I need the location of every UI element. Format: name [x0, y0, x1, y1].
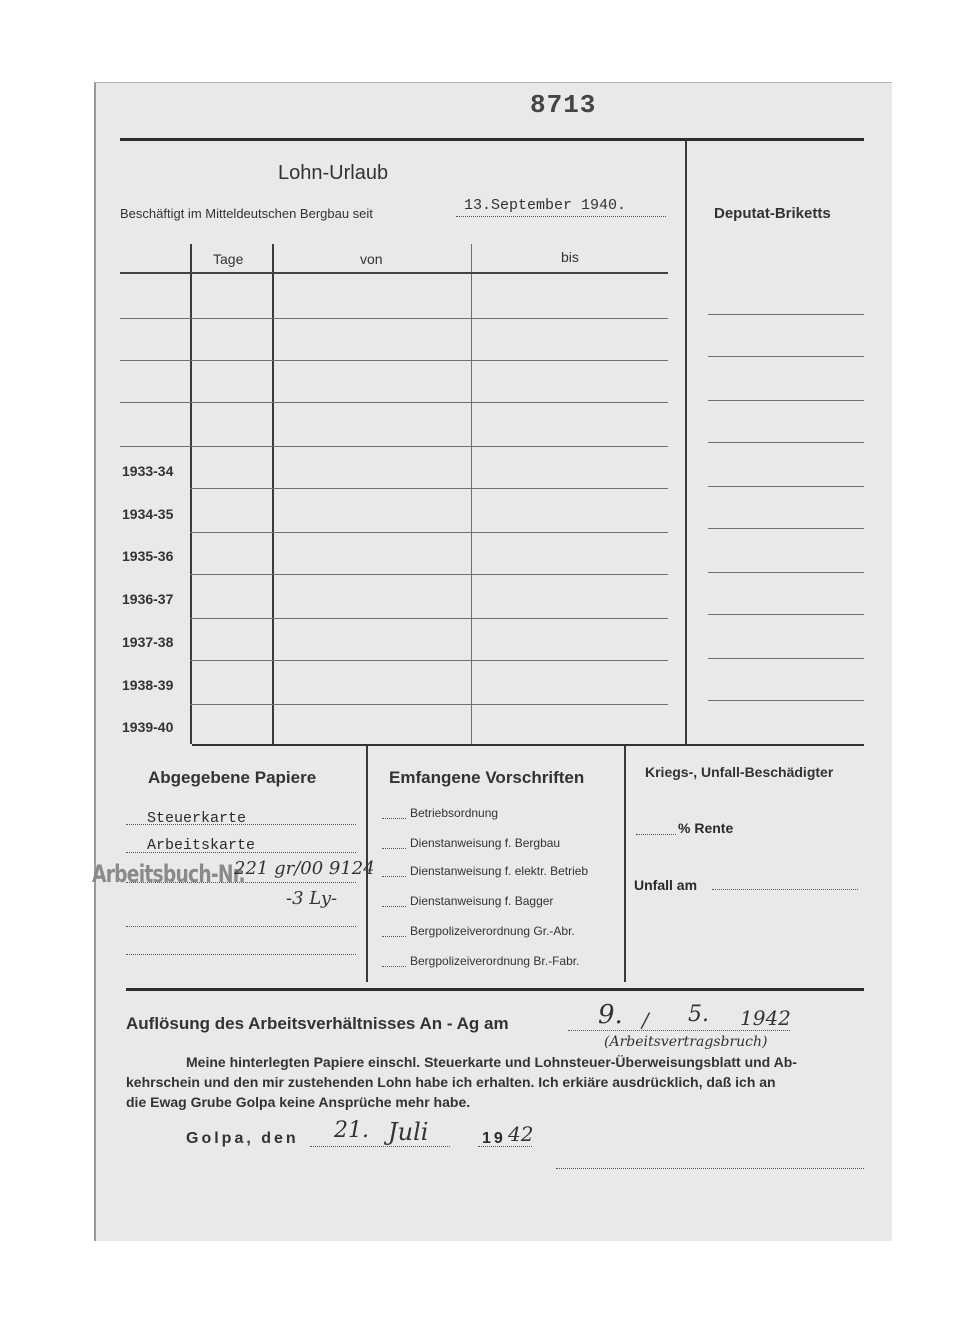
lohn-urlaub-title: Lohn-Urlaub	[278, 162, 389, 184]
rente-label: % Rente	[678, 820, 734, 836]
declaration-line-2: kehrschein und den mir zustehenden Lohn habe ich erhalten. Ich erkiäre ausdrücklich, daß ich an	[126, 1074, 776, 1090]
signature-day-dots	[310, 1146, 450, 1147]
vorschriften-item: Bergpolizeiverordnung Br.-Fabr.	[410, 954, 580, 968]
declaration-line-1: Meine hinterlegten Papiere einschl. Steuerkarte und Lohnsteuer-Überweisungsblatt und Ab-	[186, 1054, 797, 1070]
arbeitsbuch-stamp: Arbeitsbuch-Nr.	[92, 860, 245, 888]
year-label: 1937-38	[122, 634, 174, 650]
col-von: von	[360, 251, 383, 267]
row-line	[190, 574, 668, 575]
vorschriften-item: Dienstanweisung f. Bergbau	[410, 836, 561, 850]
bottom-rule	[126, 988, 864, 991]
year-label: 1938-39	[122, 677, 174, 693]
employed-dots	[456, 216, 666, 217]
row-line	[120, 318, 668, 319]
signature-year-dots	[478, 1146, 532, 1147]
kriegs-title: Kriegs-, Unfall-Beschädigter	[645, 764, 834, 780]
top-rule	[120, 138, 864, 141]
aufloesung-label: Auflösung des Arbeitsverhältnisses An - Ag am	[126, 1014, 509, 1033]
declaration-line-3: die Ewag Grube Golpa keine Ansprüche mehr habe.	[126, 1094, 471, 1110]
col-tage: Tage	[213, 251, 244, 267]
papiere-item: Arbeitskarte	[147, 837, 256, 854]
row-line	[120, 402, 668, 403]
year-label: 1934-35	[122, 506, 174, 522]
papiere-line	[126, 926, 356, 927]
vorschriften-item: Betriebsordnung	[410, 806, 499, 820]
unfall-label: Unfall am	[634, 877, 698, 893]
deputat-line	[708, 572, 864, 573]
employed-date: 13.September 1940.	[464, 197, 627, 214]
row-line	[120, 446, 668, 447]
aufloesung-dots	[568, 1030, 790, 1031]
col-bis: bis	[561, 249, 579, 265]
vorschriften-dots	[382, 876, 406, 877]
signature-year-suffix: 42	[508, 1122, 534, 1146]
row-line	[190, 704, 668, 705]
tage-col-left	[190, 244, 192, 744]
unfall-dots	[712, 889, 858, 890]
year-label: 1939-40	[122, 719, 174, 735]
deputat-line	[708, 314, 864, 315]
vorschriften-dots	[382, 936, 406, 937]
deputat-line	[708, 700, 864, 701]
row-line	[190, 618, 668, 619]
employed-label: Beschäftigt im Mitteldeutschen Bergbau seit	[120, 206, 373, 221]
vorschriften-item: Dienstanweisung f. elektr. Betrieb	[410, 864, 589, 878]
deputat-title: Deputat-Briketts	[714, 205, 831, 222]
card-number: 8713	[530, 90, 597, 120]
deputat-line	[708, 400, 864, 401]
vorschriften-dots	[382, 818, 406, 819]
vorschriften-item: Bergpolizeiverordnung Gr.-Abr.	[410, 924, 575, 938]
row-line	[190, 660, 668, 661]
papiere-extra: -3 Ly-	[286, 888, 338, 909]
aufloesung-slash: /	[642, 1008, 649, 1032]
signature-line	[556, 1168, 864, 1169]
papiere-title: Abgegebene Papiere	[148, 768, 317, 787]
deputat-line	[708, 614, 864, 615]
vorschriften-title: Emfangene Vorschriften	[389, 768, 585, 787]
vorschriften-item: Dienstanweisung f. Bagger	[410, 894, 554, 908]
papiere-line	[126, 882, 356, 883]
signature-place: Golpa, den	[186, 1130, 299, 1147]
aufloesung-year: 1942	[740, 1006, 791, 1030]
signature-month: Juli	[388, 1118, 429, 1146]
papiere-item: Steuerkarte	[147, 810, 247, 827]
arbeitsbuch-number: 221 gr/00 9124	[234, 858, 375, 879]
vorschriften-dots	[382, 848, 406, 849]
year-label: 1936-37	[122, 591, 174, 607]
middle-rule	[192, 744, 864, 746]
aufloesung-month: 5.	[688, 1002, 709, 1027]
deputat-line	[708, 442, 864, 443]
von-bis-divider	[471, 244, 472, 744]
vorschriften-dots	[382, 906, 406, 907]
papiere-line	[126, 824, 356, 825]
year-label: 1933-34	[122, 463, 174, 479]
rente-dots	[636, 834, 676, 835]
year-label: 1935-36	[122, 548, 174, 564]
table-header-rule	[120, 272, 668, 274]
vorschriften-divider	[624, 746, 626, 982]
aufloesung-day: 9.	[598, 1000, 623, 1030]
deputat-divider	[685, 140, 687, 745]
vorschriften-dots	[382, 966, 406, 967]
deputat-line	[708, 486, 864, 487]
tage-col-right	[272, 244, 274, 744]
aufloesung-note: (Arbeitsvertragsbruch)	[604, 1034, 768, 1050]
papiere-line	[126, 954, 356, 955]
row-line	[190, 488, 668, 489]
papiere-line	[126, 852, 356, 853]
deputat-line	[708, 528, 864, 529]
row-line	[120, 360, 668, 361]
deputat-line	[708, 356, 864, 357]
signature-day: 21.	[334, 1118, 369, 1143]
deputat-line	[708, 658, 864, 659]
signature-year-prefix: 19	[482, 1130, 506, 1147]
row-line	[190, 532, 668, 533]
